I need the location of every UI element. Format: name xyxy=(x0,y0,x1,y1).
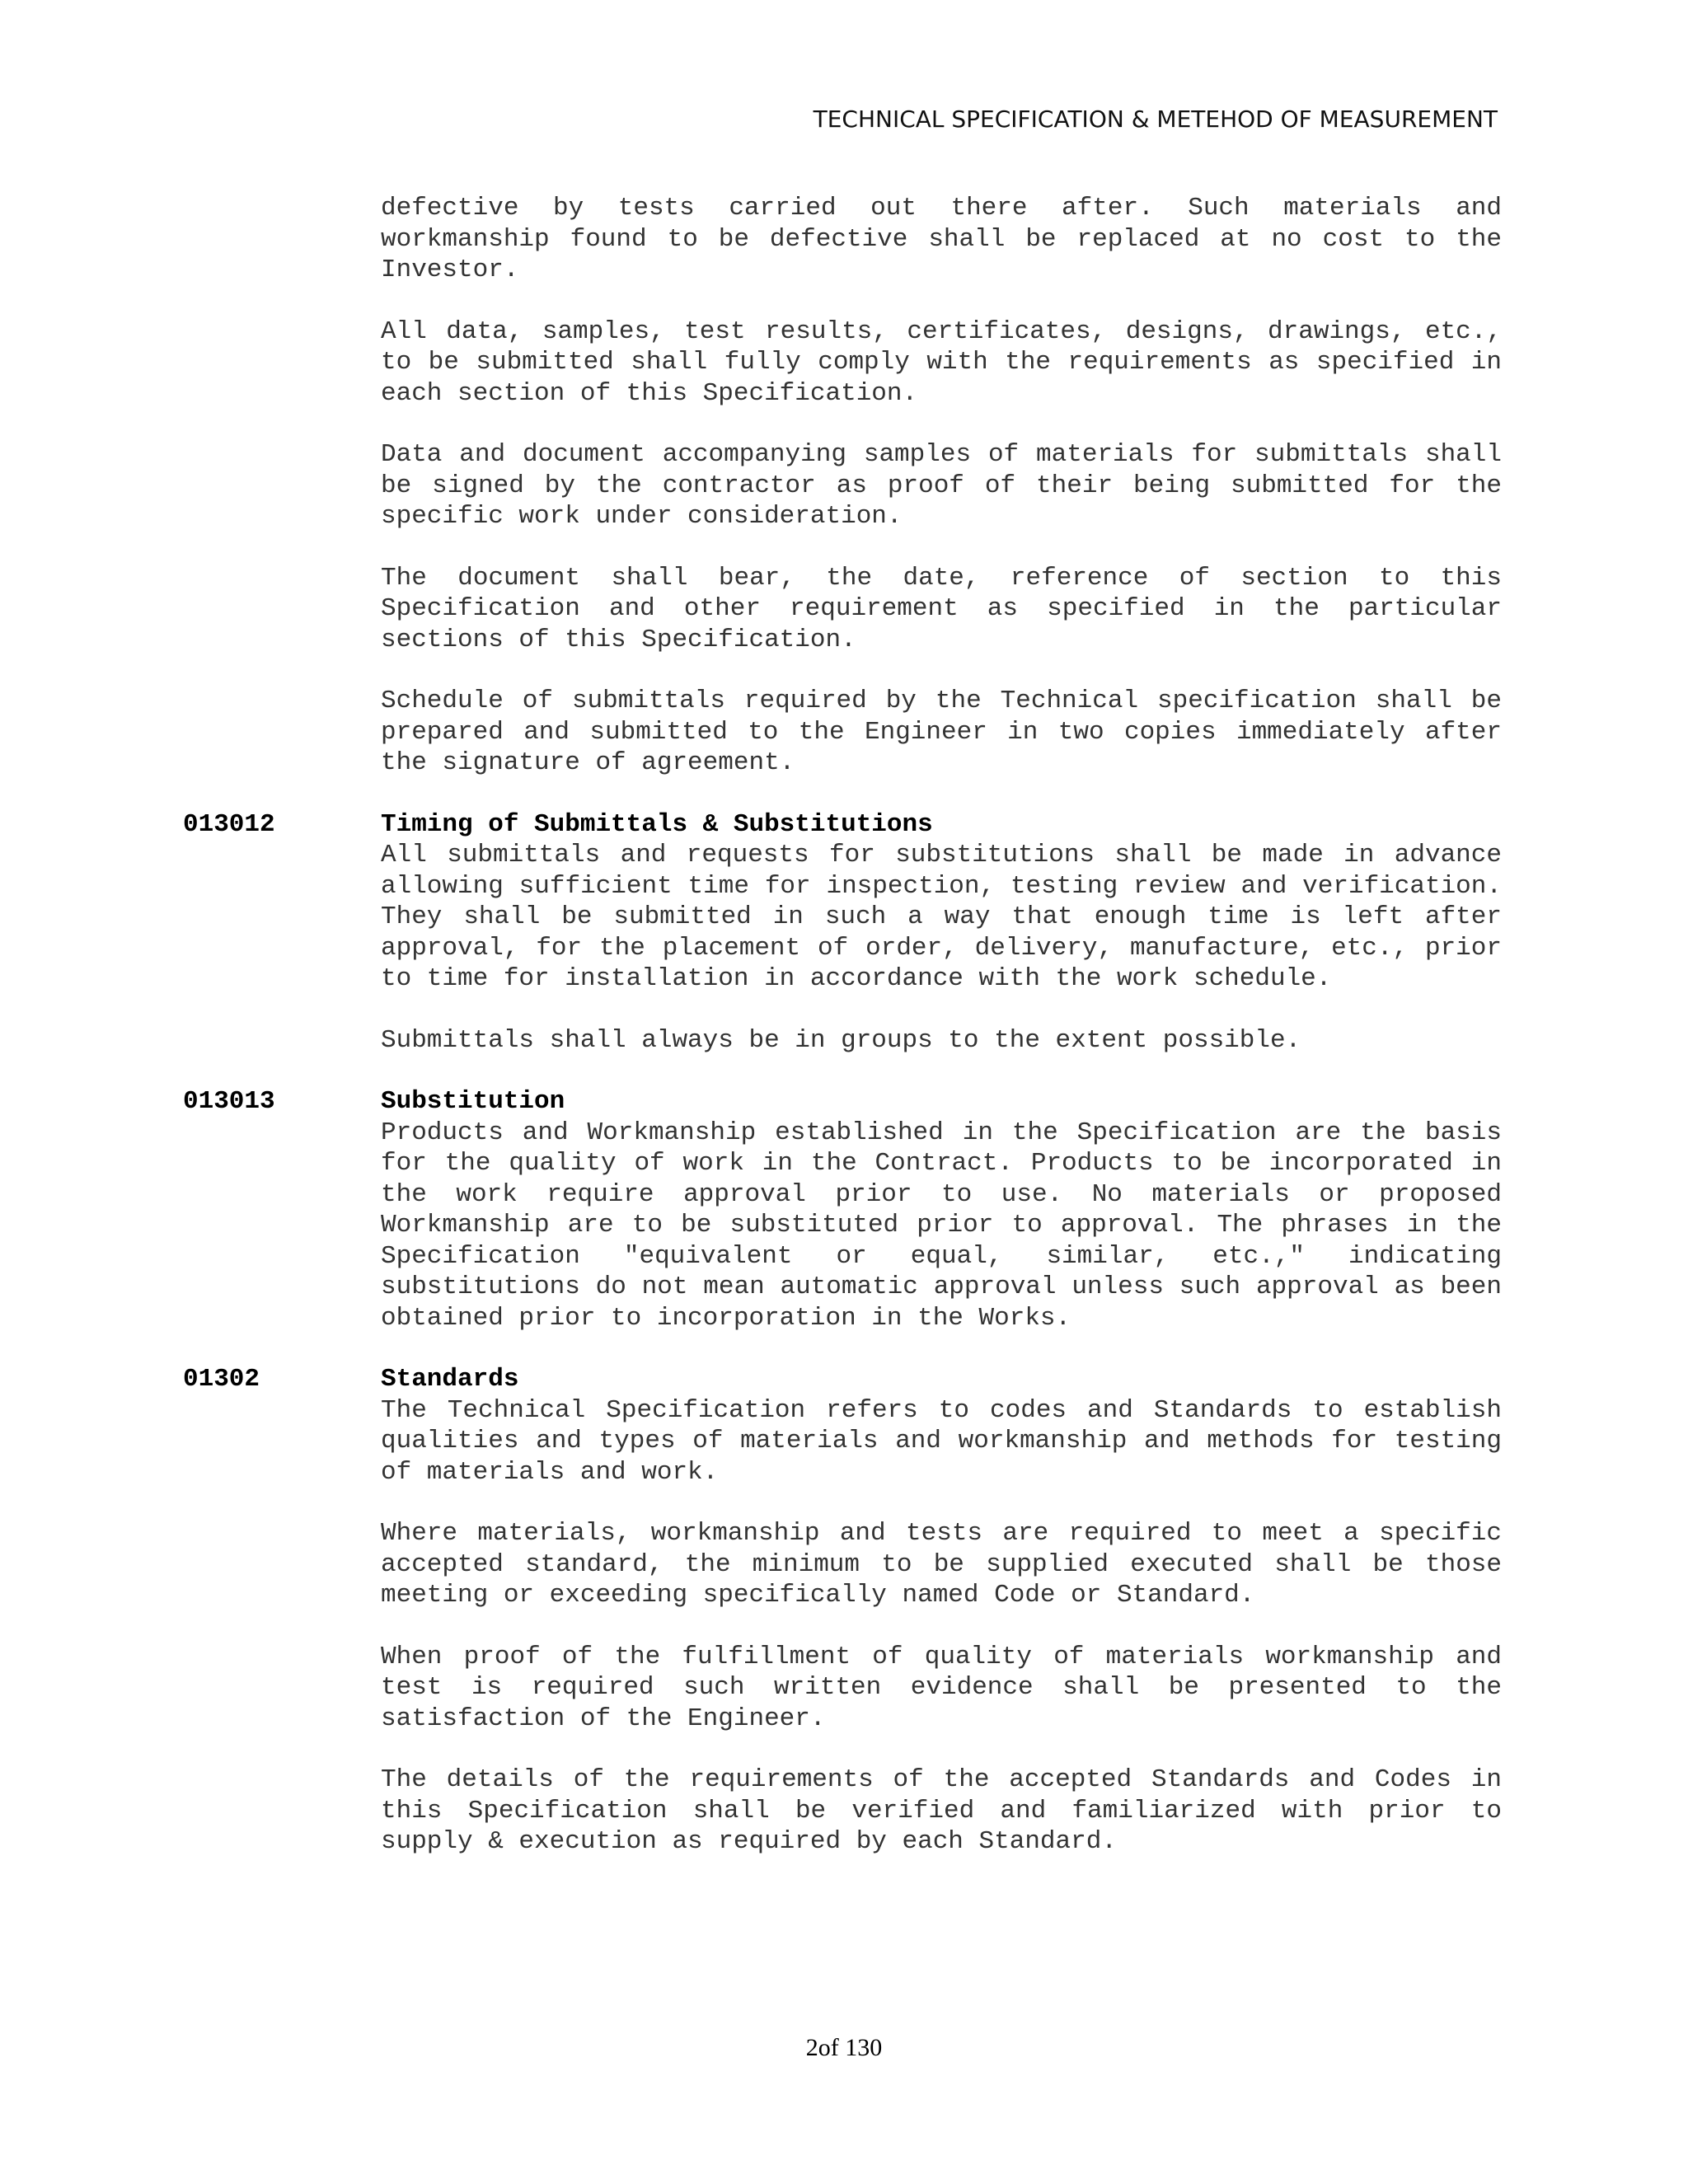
section-013013 xyxy=(183,1086,1502,1364)
paragraph: defective by tests carried out there after. Such materials and workmanship found to be defective shall be replaced at no cost to the Investor. xyxy=(381,194,1502,284)
intro-body xyxy=(381,193,1502,809)
page-header-title: TECHNICAL SPECIFICATION & METEHOD OF MEASUREMENT xyxy=(813,105,1498,133)
section-body xyxy=(381,809,1502,1087)
section-title: Timing of Submittals & Substitutions xyxy=(381,809,933,839)
section-013012 xyxy=(183,809,1502,1087)
section-number: 013012 xyxy=(183,809,275,839)
paragraph: The document shall bear, the date, reference of section to this Specification and other requirement as specified in the particular sections of this Specification. xyxy=(381,563,1502,654)
section-number-empty xyxy=(183,193,381,809)
paragraph: All data, samples, test results, certificates, designs, drawings, etc., to be submitted shall fully comply with the requirements as specified in each section of this Specification. xyxy=(381,316,1502,408)
paragraph: The Technical Specification refers to codes and Standards to establish qualities and types of materials and workmanship and methods for testing of materials and work. xyxy=(381,1395,1502,1487)
paragraph: When proof of the fulfillment of quality of materials workmanship and test is required such written evidence shall be presented to the satisfaction of the Engineer. xyxy=(381,1642,1502,1733)
section-01302 xyxy=(183,1364,1502,1888)
paragraph: The details of the requirements of the accepted Standards and Codes in this Specification shall be verified and familiarized with prior to supply & execution as required by each Standard. xyxy=(381,1765,1502,1856)
section-number: 01302 xyxy=(183,1365,260,1394)
document-body xyxy=(183,193,1502,1888)
intro-block xyxy=(183,193,1502,809)
paragraph: Data and document accompanying samples of materials for submittals shall be signed by the contractor as proof of their being submitted for the specific work under consideration. xyxy=(381,440,1502,531)
section-title: Substitution xyxy=(381,1087,565,1116)
page-number: 2of 130 xyxy=(805,2034,883,2061)
paragraph: Schedule of submittals required by the Technical specification shall be prepared and submitted to the Engineer in two copies immediately after the signature of agreement. xyxy=(381,687,1502,777)
section-body xyxy=(381,1086,1502,1364)
paragraph: Products and Workmanship established in the Specification are the basis for the quality of work in the Contract. Products to be incorporated in the work require approval prior to use. No materials or proposed Workmanship are to be substituted prior to approval. The phrases in the Specification "equivalent or equal, similar, etc.," indicating substitutions do not mean automatic approval unless such approval as been obtained prior to incorporation in the Works. xyxy=(381,1118,1502,1333)
section-number: 013013 xyxy=(183,1087,275,1116)
paragraph: Where materials, workmanship and tests are required to meet a specific accepted standard, the minimum to be supplied executed shall be those meeting or exceeding specifically named Code or Standard. xyxy=(381,1519,1502,1610)
section-body xyxy=(381,1364,1502,1888)
paragraph: Submittals shall always be in groups to the extent possible. xyxy=(381,1025,1301,1055)
section-title: Standards xyxy=(381,1365,519,1394)
paragraph: All submittals and requests for substitutions shall be made in advance allowing sufficient time for inspection, testing review and verification. They shall be submitted in such a way that enough time is left after approval, for the placement of order, delivery, manufacture, etc., prior to time for installation in accordance with the work schedule. xyxy=(381,841,1502,993)
